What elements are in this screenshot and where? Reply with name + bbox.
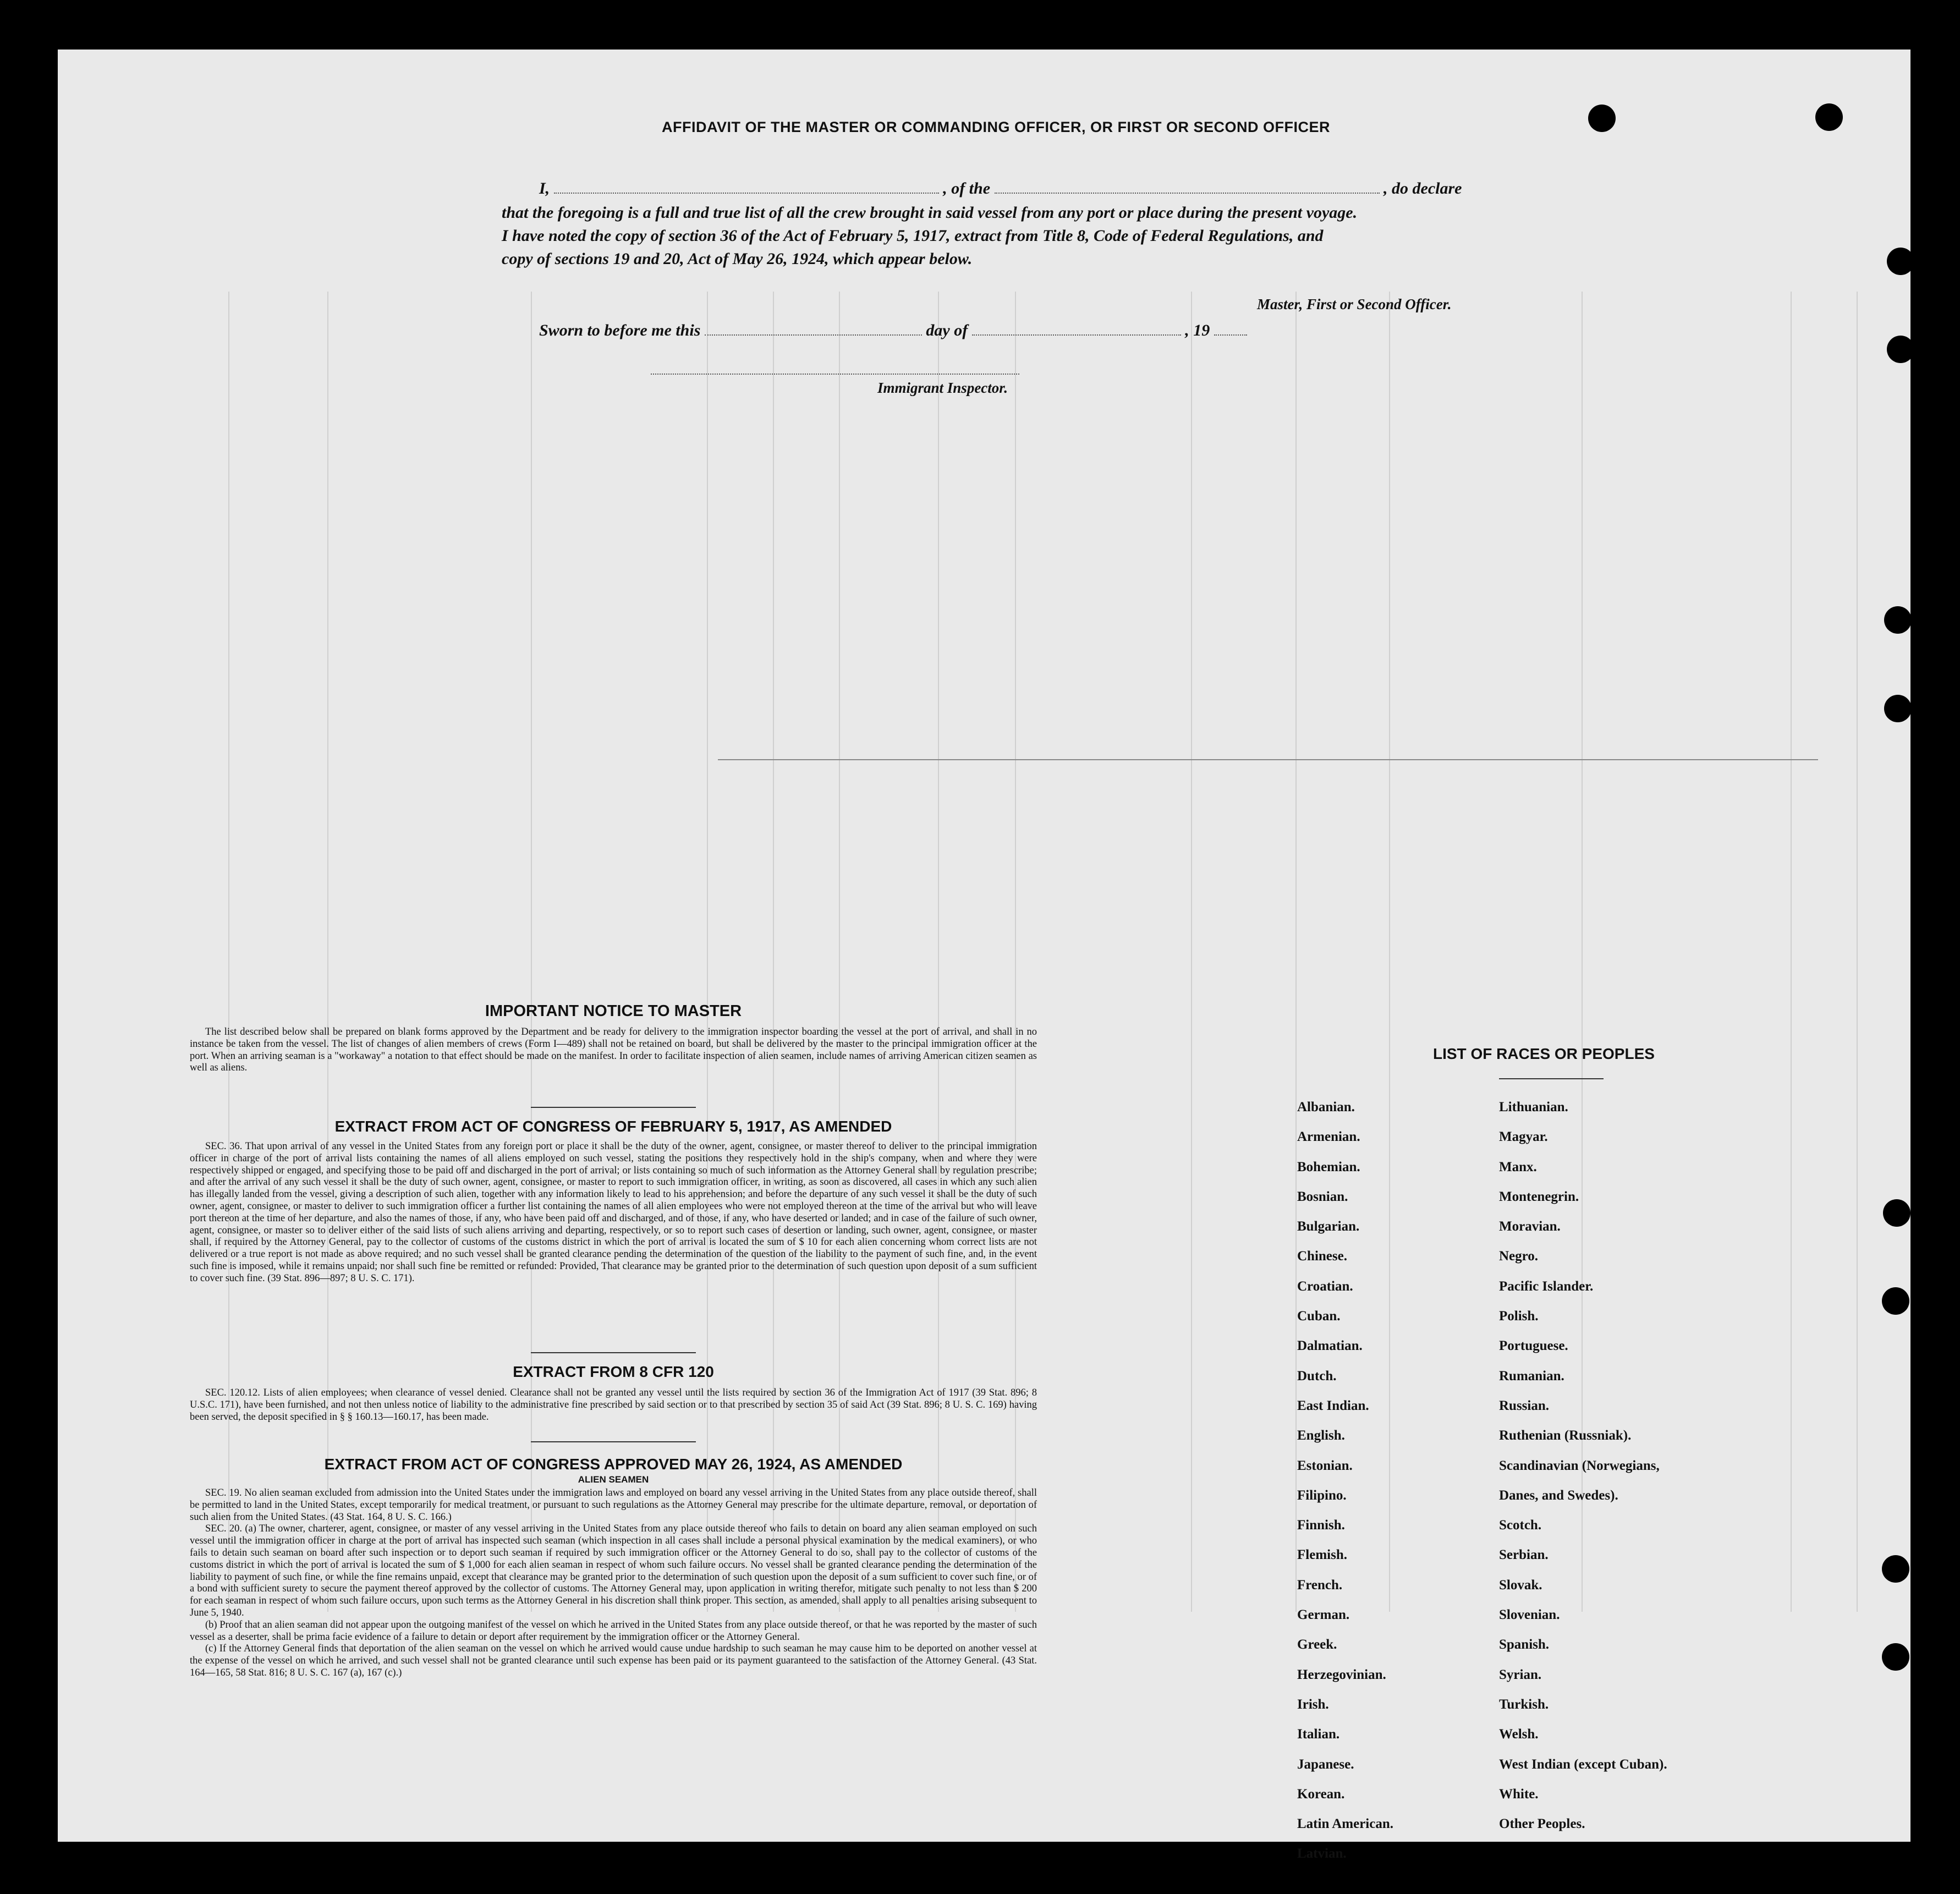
extract-cfr-title: EXTRACT FROM 8 CFR 120: [513, 1363, 714, 1380]
race-item: Lithuanian.: [1499, 1100, 1568, 1115]
race-item: Armenian.: [1297, 1129, 1360, 1145]
race-item: Slovenian.: [1499, 1607, 1560, 1623]
race-item: Cuban.: [1297, 1309, 1341, 1324]
race-item: Ruthenian (Russniak).: [1499, 1428, 1632, 1443]
affidavit-line-4: copy of sections 19 and 20, Act of May 26, 1924, which appear below.: [502, 250, 973, 268]
race-item: Scotch.: [1499, 1518, 1542, 1533]
race-item: Latvian.: [1297, 1846, 1347, 1862]
race-item: Polish.: [1499, 1309, 1539, 1324]
race-item: Herzegovinian.: [1297, 1667, 1386, 1682]
race-item: Albanian.: [1297, 1100, 1355, 1115]
races-list-right: [1499, 1100, 1667, 1847]
affidavit-line-2: that the foregoing is a full and true list of all the crew brought in said vessel from any port or place during the present voyage.: [502, 204, 1358, 222]
sworn-line: [539, 321, 1247, 340]
races-title: LIST OF RACES OR PEOPLES: [1433, 1045, 1655, 1062]
race-item: Danes, and Swedes).: [1499, 1487, 1618, 1503]
year-label: , 19: [1185, 321, 1210, 339]
binder-hole: [1882, 1555, 1909, 1583]
inspector-label: Immigrant Inspector.: [877, 380, 1008, 396]
sec-20c: (c) If the Attorney General finds that deportation of the alien seaman on the vessel on which he arrived would cause undue hardship to such seaman he may cause him to be deported on another vessel at the expense of the vessel on which he arrived, and such vessel shall not be granted clearance until such expense has been paid or its payment guaranteed to the satisfaction of the Attorney General. (43 Stat. 164—165, 58 Stat. 816; 8 U. S. C. 167 (a), 167 (c).): [190, 1643, 1037, 1678]
race-item: Syrian.: [1499, 1667, 1542, 1682]
race-item: White.: [1499, 1786, 1539, 1802]
inspector-signature-field[interactable]: [651, 360, 1019, 375]
sec-19: SEC. 19. No alien seaman excluded from admission into the United States under the immigration laws and employed on board any vessel arriving in the United States from any place outside thereof, shall be permitted to land in the United States, except temporarily for medical treatment, or pursuant to such regulations as the Attorney General may prescribe for the ultimate departure, removal, or deportation of such alien from the United States. (43 Stat. 164, 8 U. S. C. 166.): [190, 1487, 1037, 1523]
master-name-field[interactable]: [554, 179, 939, 194]
race-item: West Indian (except Cuban).: [1499, 1756, 1667, 1772]
race-item: Russian.: [1499, 1398, 1550, 1413]
race-item: Negro.: [1499, 1249, 1539, 1264]
sworn-label: Sworn to before me this: [539, 321, 701, 339]
race-item: Bosnian.: [1297, 1189, 1348, 1204]
day-of-label: day of: [926, 321, 968, 339]
race-item: Scandinavian (Norwegians,: [1499, 1458, 1660, 1473]
race-item: Pacific Islander.: [1499, 1278, 1594, 1294]
divider: [531, 1107, 696, 1108]
race-item: French.: [1297, 1577, 1343, 1593]
divider: [1499, 1078, 1604, 1079]
race-item: Filipino.: [1297, 1487, 1347, 1503]
sworn-month-field[interactable]: [972, 321, 1181, 336]
race-item: Turkish.: [1499, 1697, 1549, 1712]
race-item: English.: [1297, 1428, 1345, 1443]
binder-hole: [1887, 248, 1914, 275]
divider: [531, 1441, 696, 1442]
race-item: Finnish.: [1297, 1518, 1345, 1533]
race-item: Spanish.: [1499, 1637, 1550, 1653]
race-item: East Indian.: [1297, 1398, 1369, 1413]
manifest-page: [58, 50, 1910, 1862]
races-list-left: [1297, 1100, 1393, 1877]
race-item: Magyar.: [1499, 1129, 1548, 1145]
affidavit-declaration-line: [539, 179, 1462, 198]
race-item: Chinese.: [1297, 1249, 1347, 1264]
affidavit-declare-label: , do declare: [1383, 179, 1462, 197]
race-item: German.: [1297, 1607, 1350, 1623]
race-item: Italian.: [1297, 1727, 1340, 1742]
binder-hole: [1882, 1643, 1909, 1671]
sworn-year-field[interactable]: [1214, 321, 1247, 336]
alien-seamen-subtitle: ALIEN SEAMEN: [578, 1474, 649, 1485]
sec-20a: SEC. 20. (a) The owner, charterer, agent, consignee, or master of any vessel arriving in the United States from any place outside thereof who fails to detain on board any alien seaman employed on such vessel until the immigration officer in charge at the port of arrival has inspected such seaman (which inspection in all cases shall include a personal physical examination by the medical examiners), or who fails to detain such seaman on board after such inspection or to deport such seaman if required by such immigration officer or the Attorney General to do so, shall pay to the collector of customs of the customs district in which the port of arrival is located the sum of $ 1,000 for each alien seaman in respect of whom such failure occurs. No vessel shall be granted clearance pending the determination of the liability to payment of such fine, or while the fine remains unpaid, except that clearance may be granted prior to the determination of such question upon the deposit of a sum sufficient to cover such fine, or of a bond with sufficient surety to secure the payment thereof approved by the collector of customs. The Attorney General may, upon application in writing therefor, mitigate such penalty to not less than $ 200 for each seaman in respect of whom such failure occurs, upon such terms as the Attorney General in his discretion shall think proper. This section, as amended, shall apply to all penalties arising subsequent to June 5, 1940.: [190, 1523, 1037, 1618]
race-item: Bohemian.: [1297, 1159, 1360, 1174]
binder-hole: [1884, 606, 1912, 634]
binder-hole: [1882, 1287, 1909, 1315]
binder-hole: [1588, 105, 1616, 132]
master-signature-label: Master, First or Second Officer.: [1257, 296, 1452, 312]
race-item: Montenegrin.: [1499, 1189, 1579, 1204]
binder-hole: [1815, 103, 1843, 131]
extract-1924-title: EXTRACT FROM ACT OF CONGRESS APPROVED MAY 26, 1924, AS AMENDED: [324, 1456, 903, 1473]
race-item: Other Peoples.: [1499, 1816, 1585, 1832]
race-item: Estonian.: [1297, 1458, 1353, 1473]
vessel-name-field[interactable]: [995, 179, 1380, 194]
race-item: Rumanian.: [1499, 1368, 1564, 1384]
race-item: Portuguese.: [1499, 1338, 1568, 1354]
divider: [531, 1352, 696, 1353]
notice-title: IMPORTANT NOTICE TO MASTER: [485, 1002, 742, 1020]
race-item: Flemish.: [1297, 1547, 1347, 1563]
extract-1917-title: EXTRACT FROM ACT OF CONGRESS OF FEBRUARY 5, 1917, AS AMENDED: [334, 1118, 892, 1135]
affidavit-i-label: I,: [539, 179, 550, 197]
race-item: Welsh.: [1499, 1727, 1539, 1742]
extract-1924-body: [190, 1487, 1037, 1679]
extract-1917-body: SEC. 36. That upon arrival of any vessel in the United States from any foreign port or place it shall be the duty of the owner, agent, consignee, or master thereof to deliver to the principal immigration officer in charge of the port of arrival lists containing the names of all aliens employed on such vessel, stating the positions they respectively hold in the ship's company, when and where they were respectively shipped or engaged, and specifying those to be paid off and discharged in the port of arrival; or lists containing so much of such information as the Attorney General shall by regulation prescribe; and after the arrival of any such vessel it shall be the duty of such owner, agent, consignee, or master to report to such immigration officer, in writing, as soon as discovered, all cases in which any such alien has illegally landed from the vessel, giving a description of such alien, together with any information likely to lead to his apprehension; and before the departure of any such vessel it shall be the duty of such owner, agent, consignee, or master to deliver to such immigration officer a further list containing the names of all alien employees who were not employed thereon at the time of the arrival but who will leave port thereon at the time of her departure, and also the names of those, if any, who have been paid off and discharged, and of those, if any, who have deserted or landed; and in case of the failure of such owner, agent, consignee, or master so to deliver either of the said lists of such aliens arriving and departing, respectively, or so to report such cases of desertion or landing, such owner, agent, consignee, or master shall, if required by the Attorney General, pay to the collector of customs of the customs district in which the port of arrival is located the sum of $ 10 for each alien concerning whom correct lists are not delivered or a true report is not made as above required; and no such vessel shall be granted clearance pending the determination of the question of the liability to the payment of such fine, and, in the event such fine is imposed, while it remains unpaid; nor shall such fine be remitted or refunded: Provided, That clearance may be granted prior to the determination of such question upon deposit of a sum sufficient to cover such fine. (39 Stat. 896—897; 8 U. S. C. 171).: [190, 1141, 1037, 1284]
race-item: Slovak.: [1499, 1577, 1542, 1593]
race-item: Croatian.: [1297, 1278, 1353, 1294]
race-item: Latin American.: [1297, 1816, 1393, 1832]
sec-20b: (b) Proof that an alien seaman did not appear upon the outgoing manifest of the vessel on which he arrived in the United States from any place outside thereof, or that he was reported by the master of such vessel as a deserter, shall be prima facie evidence of a failure to detain or deport after requirement by the immigration officer or the Attorney General.: [190, 1619, 1037, 1643]
race-item: Bulgarian.: [1297, 1219, 1360, 1234]
binder-hole: [1883, 1199, 1910, 1227]
race-item: Korean.: [1297, 1786, 1345, 1802]
affidavit-line-3: I have noted the copy of section 36 of the Act of February 5, 1917, extract from Title 8, Code of Federal Regulations, and: [502, 227, 1324, 245]
race-item: Dutch.: [1297, 1368, 1337, 1384]
race-item: Japanese.: [1297, 1756, 1354, 1772]
notice-body: The list described below shall be prepared on blank forms approved by the Department and be ready for delivery to the immigration inspector boarding the vessel at the port of arrival, and shall in no instance be taken from the vessel. The list of changes of alien members of crews (Form I—489) shall not be retained on board, but shall be delivered by the master to the principal immigration officer at the port. When an arriving seaman is a "workaway" a notation to that effect should be made on the manifest. In order to facilitate inspection of alien seamen, include names of arriving American citizen seamen as well as aliens.: [190, 1026, 1037, 1074]
affidavit-of-the-label: , of the: [943, 179, 991, 197]
race-item: Dalmatian.: [1297, 1338, 1363, 1354]
race-item: Greek.: [1297, 1637, 1337, 1653]
sworn-date-field[interactable]: [705, 321, 922, 336]
binder-hole: [1884, 695, 1912, 722]
race-item: Manx.: [1499, 1159, 1537, 1174]
binder-hole: [1887, 336, 1914, 363]
race-item: Irish.: [1297, 1697, 1329, 1712]
race-item: Serbian.: [1499, 1547, 1549, 1563]
affidavit-title: AFFIDAVIT OF THE MASTER OR COMMANDING OFFICER, OR FIRST OR SECOND OFFICER: [662, 119, 1330, 135]
extract-cfr-body: SEC. 120.12. Lists of alien employees; when clearance of vessel denied. Clearance shall not be granted any vessel until the lists required by section 36 of the Immigration Act of 1917 (39 Stat. 896; 8 U.S.C. 171), have been furnished, and not then unless notice of liability to the administrative fine prescribed by said section or to that prescribed by section 35 of said Act (39 Stat. 896; 8 U. S. C. 169) having been served, the deposit specified in § § 160.13—160.17, has been made.: [190, 1387, 1037, 1423]
race-item: Moravian.: [1499, 1219, 1561, 1234]
